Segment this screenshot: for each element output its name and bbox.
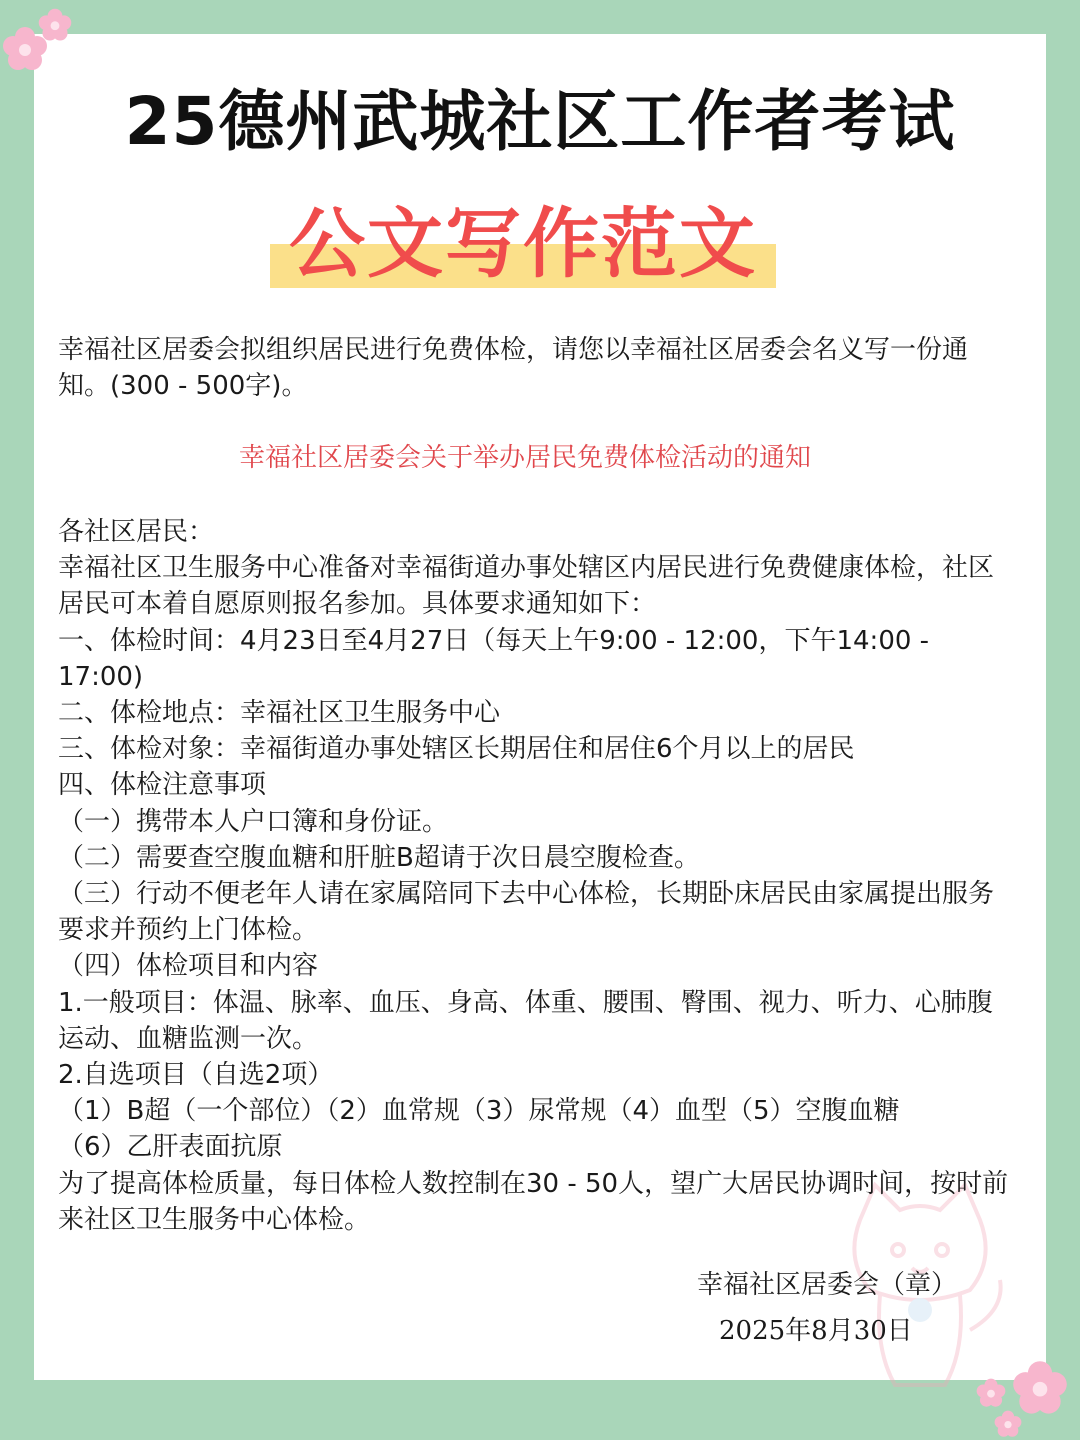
body-paragraph: 四、体检注意事项 [58,770,267,801]
exam-prompt: 幸福社区居委会拟组织居民进行免费体检，请您以幸福社区居委会名义写一份通知。(300 - 500字)。 [58,335,969,401]
body-paragraph: 1.一般项目：体温、脉率、血压、身高、体重、腰围、臀围、视力、听力、心肺腹运动、血糖监测一次。 [58,987,993,1054]
subtitle-block [270,200,776,290]
body-paragraph: 三、体检对象：幸福街道办事处辖区长期居住和居住6个月以上的居民 [58,734,855,765]
signature-org: 幸福社区居委会（章） [697,1270,958,1300]
salutation: 各社区居民： [58,517,215,547]
flower-icon [38,8,72,42]
body-paragraph: 一、体检时间：4月23日至4月27日（每天上午9:00 - 12:00，下午14:00 - 17:00) [58,625,930,692]
body-paragraph: 2.自选项目（自选2项） [58,1060,334,1091]
flower-icon [1012,1360,1068,1416]
flower-icon [994,1410,1022,1438]
body-paragraph: 二、体检地点：幸福社区卫生服务中心 [58,698,501,729]
body-paragraph: （6）乙肝表面抗原 [58,1132,283,1163]
page-subtitle: 公文写作范文 [289,199,757,288]
body-paragraph: 幸福社区卫生服务中心准备对幸福街道办事处辖区内居民进行免费健康体检，社区居民可本着自愿原则报名参加。具体要求通知如下： [58,553,995,620]
body-paragraph: （三）行动不便老年人请在家属陪同下去中心体检，长期卧床居民由家属提出服务要求并预约上门体检。 [58,879,995,946]
signature-date: 2025年8月30日 [719,1316,913,1346]
notice-title: 幸福社区居委会关于举办居民免费体检活动的通知 [238,443,811,473]
signature-block [697,1262,987,1354]
body-paragraph: （一）携带本人户口簿和身份证。 [58,806,449,837]
body-paragraph: （四）体检项目和内容 [58,951,319,982]
body-paragraph: （二）需要查空腹血糖和肝脏B超请于次日晨空腹检查。 [58,842,700,873]
body-paragraph: 为了提高体检质量，每日体检人数控制在30 - 50人，望广大居民协调时间，按时前来社区卫生服务中心体检。 [58,1168,1009,1235]
notice-body [58,514,1018,1238]
page-title: 25德州武城社区工作者考试 [124,83,956,160]
body-paragraph: （1）B超（一个部位）（2）血常规（3）尿常规（4）血型（5）空腹血糖 [58,1096,900,1127]
